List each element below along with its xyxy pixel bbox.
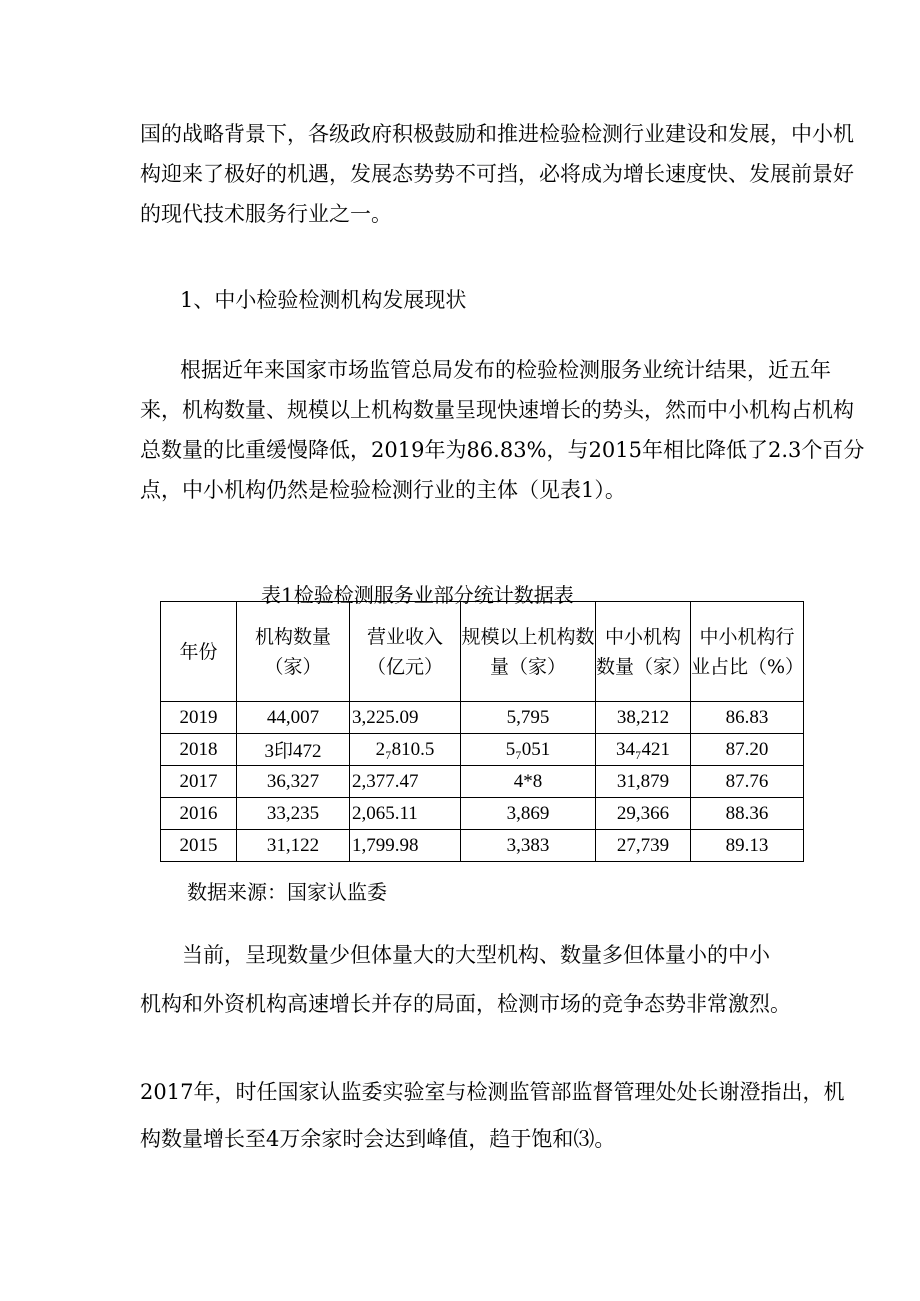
table-row [161,830,804,862]
table-cell: 5₇051 [461,734,596,766]
text-line: 2017年，时任国家认监委实验室与检测监管部监督管理处处长谢澄指出，机 [140,1080,845,1104]
table-cell: 2015 [161,830,237,862]
paragraph-forecast [140,1080,845,1151]
table-cell: 5,795 [461,702,596,734]
header-sme-share: 中小机构行业占比（%） [691,602,804,702]
table-cell: 34₇421 [596,734,691,766]
table-cell: 2016 [161,798,237,830]
text-line: 构迎来了极好的机遇，发展态势势不可挡，必将成为增长速度快、发展前景好 [140,162,854,186]
table-cell: 29,366 [596,798,691,830]
text-line: 总数量的比重缓慢降低，2019年为86.83%，与2015年相比降低了2.3个百分 [140,438,865,462]
table-cell: 44,007 [237,702,350,734]
table-cell: 3,383 [461,830,596,862]
table-cell: 3,225.09 [350,702,461,734]
table-cell: 33,235 [237,798,350,830]
table-source-note: 数据来源：国家认监委 [187,880,387,904]
table-cell: 89.13 [691,830,804,862]
text-line: 根据近年来国家市场监管总局发布的检验检测服务业统计结果，近五年 [180,358,831,382]
table-cell: 3印472 [237,734,350,766]
table-row [161,766,804,798]
table-cell: 1,799.98 [350,830,461,862]
header-sme-count: 中小机构数量（家） [596,602,691,702]
table-cell: 2,377.47 [350,766,461,798]
paragraph-statistics [140,358,865,502]
text-line: 机构和外资机构高速增长并存的局面，检测市场的竞争态势非常激烈。 [140,992,791,1016]
text-line: 构数量增长至4万余家时会达到峰值，趋于饱和⑶。 [140,1127,616,1151]
text-line: 国的战略背景下，各级政府积极鼓励和推进检验检测行业建设和发展，中小机 [140,122,854,146]
table-cell: 87.76 [691,766,804,798]
table-cell: 86.83 [691,702,804,734]
table-caption: 表1检验检测服务业部分统计数据表 [261,583,574,607]
text-line: 来，机构数量、规模以上机构数量呈现快速增长的势头，然而中小机构占机构 [140,398,854,422]
table-cell: 31,122 [237,830,350,862]
table-cell: 36,327 [237,766,350,798]
paragraph-market [140,945,840,1015]
table-row [161,798,804,830]
header-year: 年份 [161,602,237,702]
table-cell: 38,212 [596,702,691,734]
table-header-row [161,602,804,702]
header-revenue: 营业收入（亿元） [350,602,461,702]
table-cell: 27,739 [596,830,691,862]
table-cell: 2019 [161,702,237,734]
paragraph-intro [140,122,854,226]
table-cell: 2,065.11 [350,798,461,830]
text-line: 点，中小机构仍然是检验检测行业的主体（见表1）。 [140,478,626,502]
table-row [161,734,804,766]
table-cell: 4*8 [461,766,596,798]
table-row [161,702,804,734]
text-line: 的现代技术服务行业之一。 [140,202,392,226]
table-cell: 3,869 [461,798,596,830]
header-large-institution-count: 规模以上机构数量（家） [461,602,596,702]
text-line: 当前，呈现数量少但体量大的大型机构、数量多但体量小的中小 [182,943,770,967]
table-cell: 2017 [161,766,237,798]
table-cell: 31,879 [596,766,691,798]
table-cell: 88.36 [691,798,804,830]
table-cell: 2018 [161,734,237,766]
table-cell: 2₇810.5 [350,734,461,766]
header-institution-count: 机构数量（家） [237,602,350,702]
table-cell: 87.20 [691,734,804,766]
statistics-table [160,601,804,862]
section-heading: 1、中小检验检测机构发展现状 [180,288,467,312]
